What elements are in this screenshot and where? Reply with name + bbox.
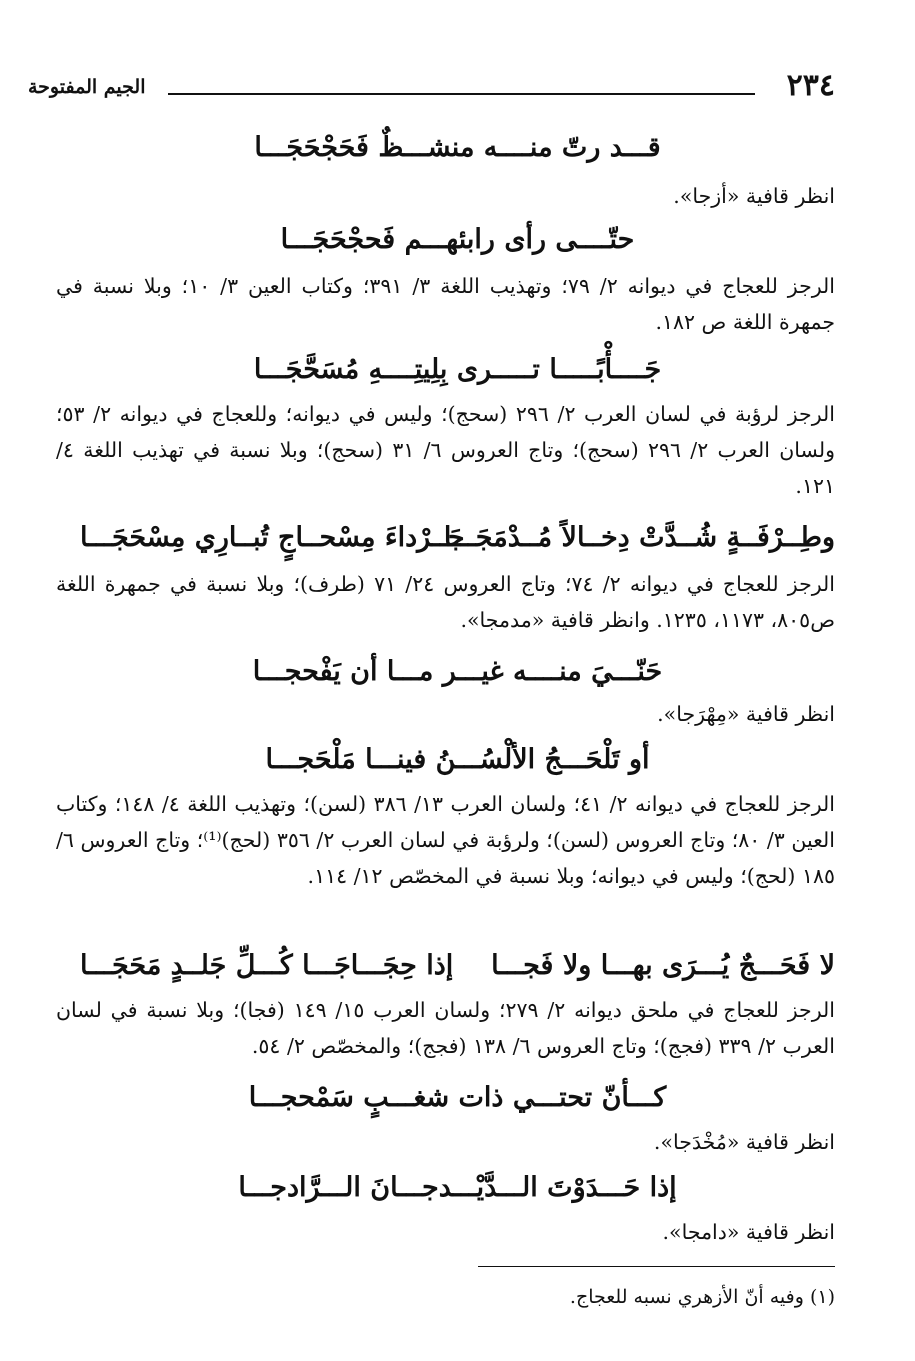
note-3: الرجز لرؤبة في لسان العرب ٢/ ٢٩٦ (سحج)؛ وليس في ديوانه؛ وللعجاج في ديوانه ٢/ ٥٣؛ ولسان العرب ٢/ ٢٩٦ (سحج)؛ وتاج العروس ٦/ ٣١ (سحج)؛ وبلا نسبة في تهذيب اللغة ٤/ ١٢١. (56, 402, 835, 498)
verse-7-second-hemistich: إذا حِجَـــاجَـــا كُـــلِّ جَلــدٍ مَحَجَـــا (80, 950, 454, 981)
running-title: الجيم المفتوحة (28, 76, 146, 98)
verse-5: حَنّـــيَ منــــه غيـــر مـــا أن يَفْحجـــا (252, 656, 663, 687)
header-rule (168, 93, 755, 95)
page-header (28, 66, 835, 106)
verse-3: جَــــأْبًـــــا تـــــرى بِلِيتِــــهِ مُسَحَّجَـــا (253, 354, 662, 385)
verse-8: كـــأنّ تحتـــي ذات شغـــبٍ سَمْحجـــا (248, 1082, 667, 1113)
verse-9: إذا حَـــدَوْتَ الـــدَّيْـــدجـــانَ الـــرَّادجـــا (238, 1172, 677, 1203)
note-9: انظر قافية «دامجا». (662, 1220, 835, 1244)
note-6: الرجز للعجاج في ديوانه ٢/ ٤١؛ ولسان العرب ١٣/ ٣٨٦ (لسن)؛ وتهذيب اللغة ٤/ ١٤٨؛ وكتاب العين ٣/ ٨٠؛ وتاج العروس (لسن)؛ ولرؤبة في لسان العرب ٢/ ٣٥٦ (لحج)⁽¹⁾؛ وتاج العروس ٦/ ١٨٥ (لحج)؛ وليس في ديوانه؛ وبلا نسبة في المخصّص ١٢/ ١١٤. (56, 792, 835, 888)
note-1: انظر قافية «أزجا». (673, 184, 835, 208)
verse-4-first-hemistich: وطِــرْفَــةٍ شُــدَّتْ دِخــالاً مُــدْمَجَـــا (443, 522, 835, 553)
verse-4-second-hemistich: جَــرْداءَ مِسْحــاجٍ تُبــارِي مِسْحَجَـــا (80, 522, 465, 553)
note-4: الرجز للعجاج في ديوانه ٢/ ٧٤؛ وتاج العروس ٢٤/ ٧١ (طرف)؛ وبلا نسبة في جمهرة اللغة ص٨٠٥، ١١٧٣، ١٢٣٥. وانظر قافية «مدمجا». (56, 572, 835, 632)
verse-1: قـــد رتّ منــــه منشـــظٌ فَحَجْحَجَـــا (254, 132, 661, 163)
footnote-rule (478, 1266, 835, 1267)
note-8: انظر قافية «مُخْدَجا». (653, 1130, 835, 1154)
page-number: ٢٣٤ (786, 68, 835, 103)
note-2: الرجز للعجاج في ديوانه ٢/ ٧٩؛ وتهذيب اللغة ٣/ ٣٩١؛ وكتاب العين ٣/ ١٠؛ وبلا نسبة في جمهرة اللغة ص ١٨٢. (56, 274, 836, 334)
footnote: (١) وفيه أنّ الأزهري نسبه للعجاج. (569, 1286, 835, 1308)
note-7: الرجز للعجاج في ملحق ديوانه ٢/ ٢٧٩؛ ولسان العرب ١٥/ ١٤٩ (فجا)؛ وبلا نسبة في لسان العرب ٢/ ٣٣٩ (فجج)؛ وتاج العروس ٦/ ١٣٨ (فجج)؛ والمخصّص ٢/ ٥٤. (56, 998, 835, 1058)
note-5: انظر قافية «مِهْرَجا». (657, 702, 835, 726)
verse-6: أو تَلْحَـــجُ الألْسُـــنُ فينـــا مَلْحَجـــا (265, 744, 650, 775)
verse-7-first-hemistich: لا فَحَـــجٌ يُـــرَى بهـــا ولا فَجـــا (491, 950, 835, 981)
verse-2: حتّــــى رأى رابئهـــم فَحجْحَجَـــا (280, 224, 635, 255)
